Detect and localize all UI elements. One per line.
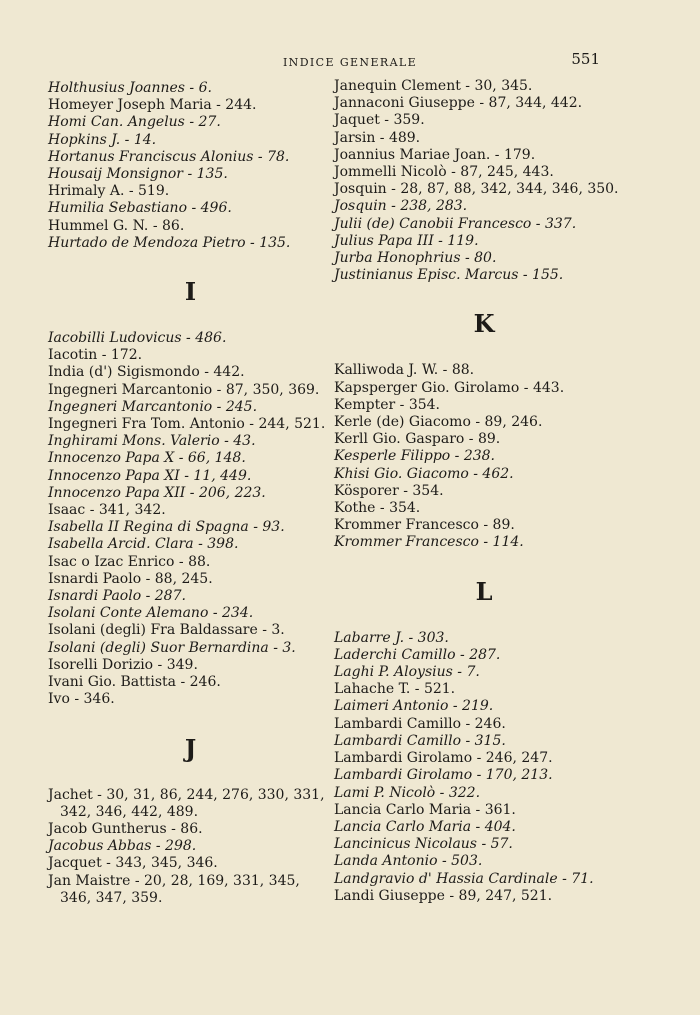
index-entry: Lancia Carlo Maria - 404.: [334, 818, 516, 835]
index-entry: Lancia Carlo Maria - 361.: [334, 801, 516, 818]
index-entry: Landgravio d' Hassia Cardinale - 71.: [334, 870, 594, 887]
index-entry: Landi Giuseppe - 89, 247, 521.: [334, 887, 553, 904]
index-entry: Kerll Gio. Gasparo - 89.: [334, 431, 501, 448]
index-entry: Josquin - 28, 87, 88, 342, 344, 346, 350.: [334, 181, 619, 198]
index-entry: Kösporer - 354.: [334, 482, 444, 499]
index-entry: Khisi Gio. Giacomo - 462.: [334, 465, 514, 482]
index-entry: Julii (de) Canobii Francesco - 337.: [334, 215, 577, 232]
index-entry: Kerle (de) Giacomo - 89, 246.: [334, 414, 543, 431]
index-entry: Housaij Monsignor - 135.: [48, 166, 228, 183]
index-entry: Isolani Conte Alemano - 234.: [48, 605, 254, 622]
section-heading-i: I: [184, 277, 197, 307]
l-entries: [334, 630, 634, 905]
i-entries: [48, 330, 333, 708]
index-entry: Laghi P. Aloysius - 7.: [334, 664, 480, 681]
h-entries: [48, 80, 333, 252]
index-entry: Ingegneri Marcantonio - 245.: [48, 398, 258, 415]
index-entry: Kalliwoda J. W. - 88.: [334, 362, 475, 379]
index-entry: Isaac - 341, 342.: [48, 502, 166, 519]
index-entry: Justinianus Episc. Marcus - 155.: [334, 267, 564, 284]
section-heading-l: L: [475, 576, 493, 606]
index-entry: Jarsin - 489.: [334, 129, 421, 146]
index-entry: Hrimaly A. - 519.: [48, 183, 170, 200]
index-entry: Laimeri Antonio - 219.: [334, 698, 494, 715]
index-entry: Laderchi Camillo - 287.: [334, 646, 501, 663]
index-entry: Krommer Francesco - 114.: [334, 534, 524, 551]
index-entry: Homi Can. Angelus - 27.: [48, 114, 221, 131]
index-entry: Lancinicus Nicolaus - 57.: [334, 836, 513, 853]
index-entry: Innocenzo Papa XII - 206, 223.: [48, 484, 266, 501]
index-entry: Kothe - 354.: [334, 500, 421, 517]
index-entry: Isolani (degli) Fra Baldassare - 3.: [48, 622, 285, 639]
index-entry: Isabella Arcid. Clara - 398.: [48, 536, 239, 553]
index-entry: Holthusius Joannes - 6.: [48, 80, 212, 96]
index-entry: Krommer Francesco - 89.: [334, 517, 515, 534]
index-entry: Lahache T. - 521.: [334, 681, 456, 698]
index-entry: Ingegneri Fra Tom. Antonio - 244, 521.: [48, 416, 326, 433]
index-entry: Kapsperger Gio. Girolamo - 443.: [334, 379, 565, 396]
index-entry: Hortanus Franciscus Alonius - 78.: [48, 148, 290, 165]
index-entry: Isnardi Paolo - 88, 245.: [48, 570, 213, 587]
index-entry: Isnardi Paolo - 287.: [48, 588, 186, 605]
index-entry: Jurba Honophrius - 80.: [334, 250, 497, 267]
index-entry: Lambardi Camillo - 315.: [334, 732, 506, 749]
index-entry: Jannaconi Giuseppe - 87, 344, 442.: [334, 95, 583, 112]
index-entry: Homeyer Joseph Maria - 244.: [48, 97, 257, 114]
index-entry: Jacquet - 343, 345, 346.: [48, 855, 218, 872]
index-entry: Innocenzo Papa XI - 11, 449.: [48, 467, 252, 484]
index-entry: Jaquet - 359.: [334, 112, 425, 129]
left-column: [48, 80, 333, 907]
index-entry: Julius Papa III - 119.: [334, 232, 479, 249]
index-entry: Isabella II Regina di Spagna - 93.: [48, 519, 285, 536]
index-entry: Hurtado de Mendoza Pietro - 135.: [48, 234, 291, 251]
section-heading-k: K: [473, 309, 495, 339]
index-entry: Landa Antonio - 503.: [334, 853, 483, 870]
index-entry: Kesperle Filippo - 238.: [334, 448, 496, 465]
index-entry: Ivo - 346.: [48, 691, 115, 708]
index-entry: Joannius Mariae Joan. - 179.: [334, 146, 536, 163]
index-entry: Isac o Izac Enrico - 88.: [48, 553, 211, 570]
index-entry: Lambardi Camillo - 246.: [334, 715, 506, 732]
running-header: INDICE GENERALE: [282, 56, 418, 69]
index-entry: Kempter - 354.: [334, 396, 441, 413]
index-entry: Isorelli Dorizio - 349.: [48, 656, 198, 673]
page-number: 551: [571, 50, 600, 68]
k-entries: [334, 362, 634, 551]
index-entry: Jacobus Abbas - 298.: [48, 838, 197, 855]
index-entry: Labarre J. - 303.: [334, 629, 449, 646]
index-entry: Lambardi Girolamo - 246, 247.: [334, 750, 553, 767]
right-column: [334, 78, 634, 905]
j-entries-left: [48, 787, 333, 907]
index-entry: Janequin Clement - 30, 345.: [334, 78, 533, 94]
index-entry: Inghirami Mons. Valerio - 43.: [48, 433, 256, 450]
index-entry: Isolani (degli) Suor Bernardina - 3.: [48, 639, 296, 656]
index-entry: Iacobilli Ludovicus - 486.: [48, 330, 227, 347]
index-entry: Jan Maistre - 20, 28, 169, 331, 345, 346, 347, 359.: [48, 872, 300, 906]
index-entry: Innocenzo Papa X - 66, 148.: [48, 450, 246, 467]
index-entry: India (d') Sigismondo - 442.: [48, 364, 245, 381]
index-entry: Ingegneri Marcantonio - 87, 350, 369.: [48, 381, 320, 398]
section-heading-j: J: [184, 733, 197, 763]
index-entry: Ivani Gio. Battista - 246.: [48, 674, 221, 691]
index-entry: Lami P. Nicolò - 322.: [334, 784, 481, 801]
index-entry: Jachet - 30, 31, 86, 244, 276, 330, 331, 342, 346, 442, 489.: [48, 786, 325, 820]
index-entry: Humilia Sebastiano - 496.: [48, 200, 232, 217]
index-entry: Jacob Guntherus - 86.: [48, 820, 203, 837]
index-entry: Iacotin - 172.: [48, 347, 143, 364]
index-entry: Josquin - 238, 283.: [334, 198, 468, 215]
j-entries-right: [334, 78, 634, 284]
index-entry: Hummel G. N. - 86.: [48, 217, 185, 234]
index-entry: Lambardi Girolamo - 170, 213.: [334, 767, 553, 784]
index-entry: Jommelli Nicolò - 87, 245, 443.: [334, 164, 554, 181]
index-entry: Hopkins J. - 14.: [48, 131, 157, 148]
